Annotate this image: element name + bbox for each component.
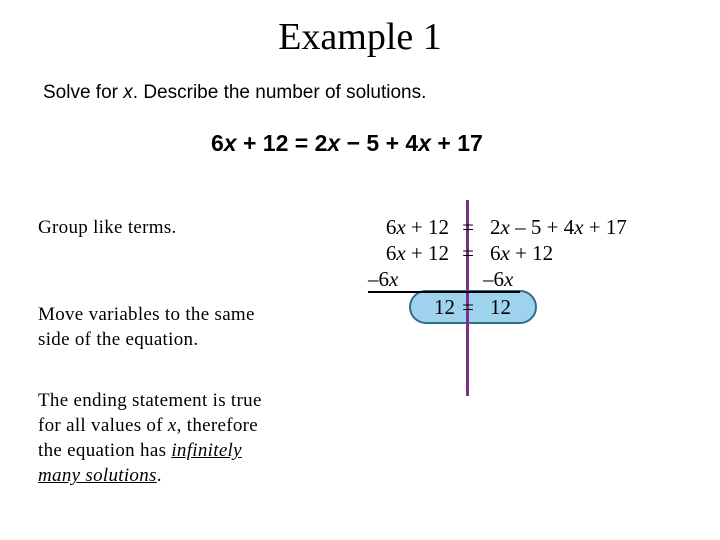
work-line3-left <box>368 266 398 292</box>
work-part: 6 <box>490 241 501 265</box>
work-variable: x <box>389 267 399 291</box>
work-part: 6 <box>385 241 397 265</box>
work-part: + 12 <box>405 215 449 239</box>
step-text: the equation has <box>38 440 172 461</box>
step-text: Group like terms. <box>38 217 177 238</box>
equation-variable: x <box>418 130 432 156</box>
step-text: The ending statement is true <box>38 390 262 411</box>
problem-prompt <box>43 80 426 106</box>
step-text: . <box>156 465 162 486</box>
page-title: Example 1 <box>278 16 442 58</box>
work-result-right: 12 <box>490 295 511 319</box>
work-part: – 5 + 4 <box>509 215 575 239</box>
work-line2-equals: = <box>462 241 474 265</box>
work-line2-right <box>490 240 553 266</box>
work-part: + 17 <box>583 215 627 239</box>
emphasis-text: many solutions <box>38 465 157 486</box>
equation-part: + 12 = 2 <box>236 130 328 156</box>
work-variable: x <box>504 267 514 291</box>
step-text-line <box>38 463 262 488</box>
emphasis-text: infinitely <box>171 440 242 461</box>
step-group-like-terms <box>38 215 177 240</box>
work-part: + 12 <box>509 241 554 265</box>
work-line2-left <box>339 240 449 266</box>
work-line1-right <box>490 214 627 240</box>
work-variable: x <box>500 241 510 265</box>
step-text: , therefore <box>176 415 259 436</box>
prompt-rest: . Describe the number of solutions. <box>132 82 427 103</box>
work-line1-left <box>339 214 449 240</box>
main-equation <box>211 128 483 158</box>
prompt-variable: x <box>123 82 133 103</box>
prompt-lead: Solve for <box>43 82 124 103</box>
work-variable: x <box>500 215 510 239</box>
work-part: –6 <box>483 267 504 291</box>
equation-part: 6 <box>211 130 224 156</box>
equation-part: + 17 <box>431 130 483 156</box>
equation-part: − 5 + 4 <box>340 130 419 156</box>
step-move-variables <box>38 302 255 352</box>
work-part: 6 <box>385 215 397 239</box>
work-variable: x <box>574 215 584 239</box>
work-variable: x <box>396 241 406 265</box>
work-line3-right <box>483 266 513 292</box>
work-part: + 12 <box>405 241 449 265</box>
step-text: Move variables to the same <box>38 304 255 325</box>
step-text: for all values of <box>38 415 168 436</box>
work-line1-equals: = <box>462 215 474 239</box>
work-variable: x <box>396 215 406 239</box>
step-conclusion <box>38 388 262 488</box>
equation-variable: x <box>223 130 237 156</box>
work-result-left: 12 <box>434 295 455 319</box>
equation-variable: x <box>327 130 341 156</box>
step-text: side of the equation. <box>38 329 199 350</box>
step-text-line <box>38 438 262 463</box>
step-text-line <box>38 413 262 438</box>
step-variable: x <box>167 415 177 436</box>
work-result-equals: = <box>462 295 474 319</box>
work-part: –6 <box>368 267 389 291</box>
work-part: 2 <box>490 215 501 239</box>
